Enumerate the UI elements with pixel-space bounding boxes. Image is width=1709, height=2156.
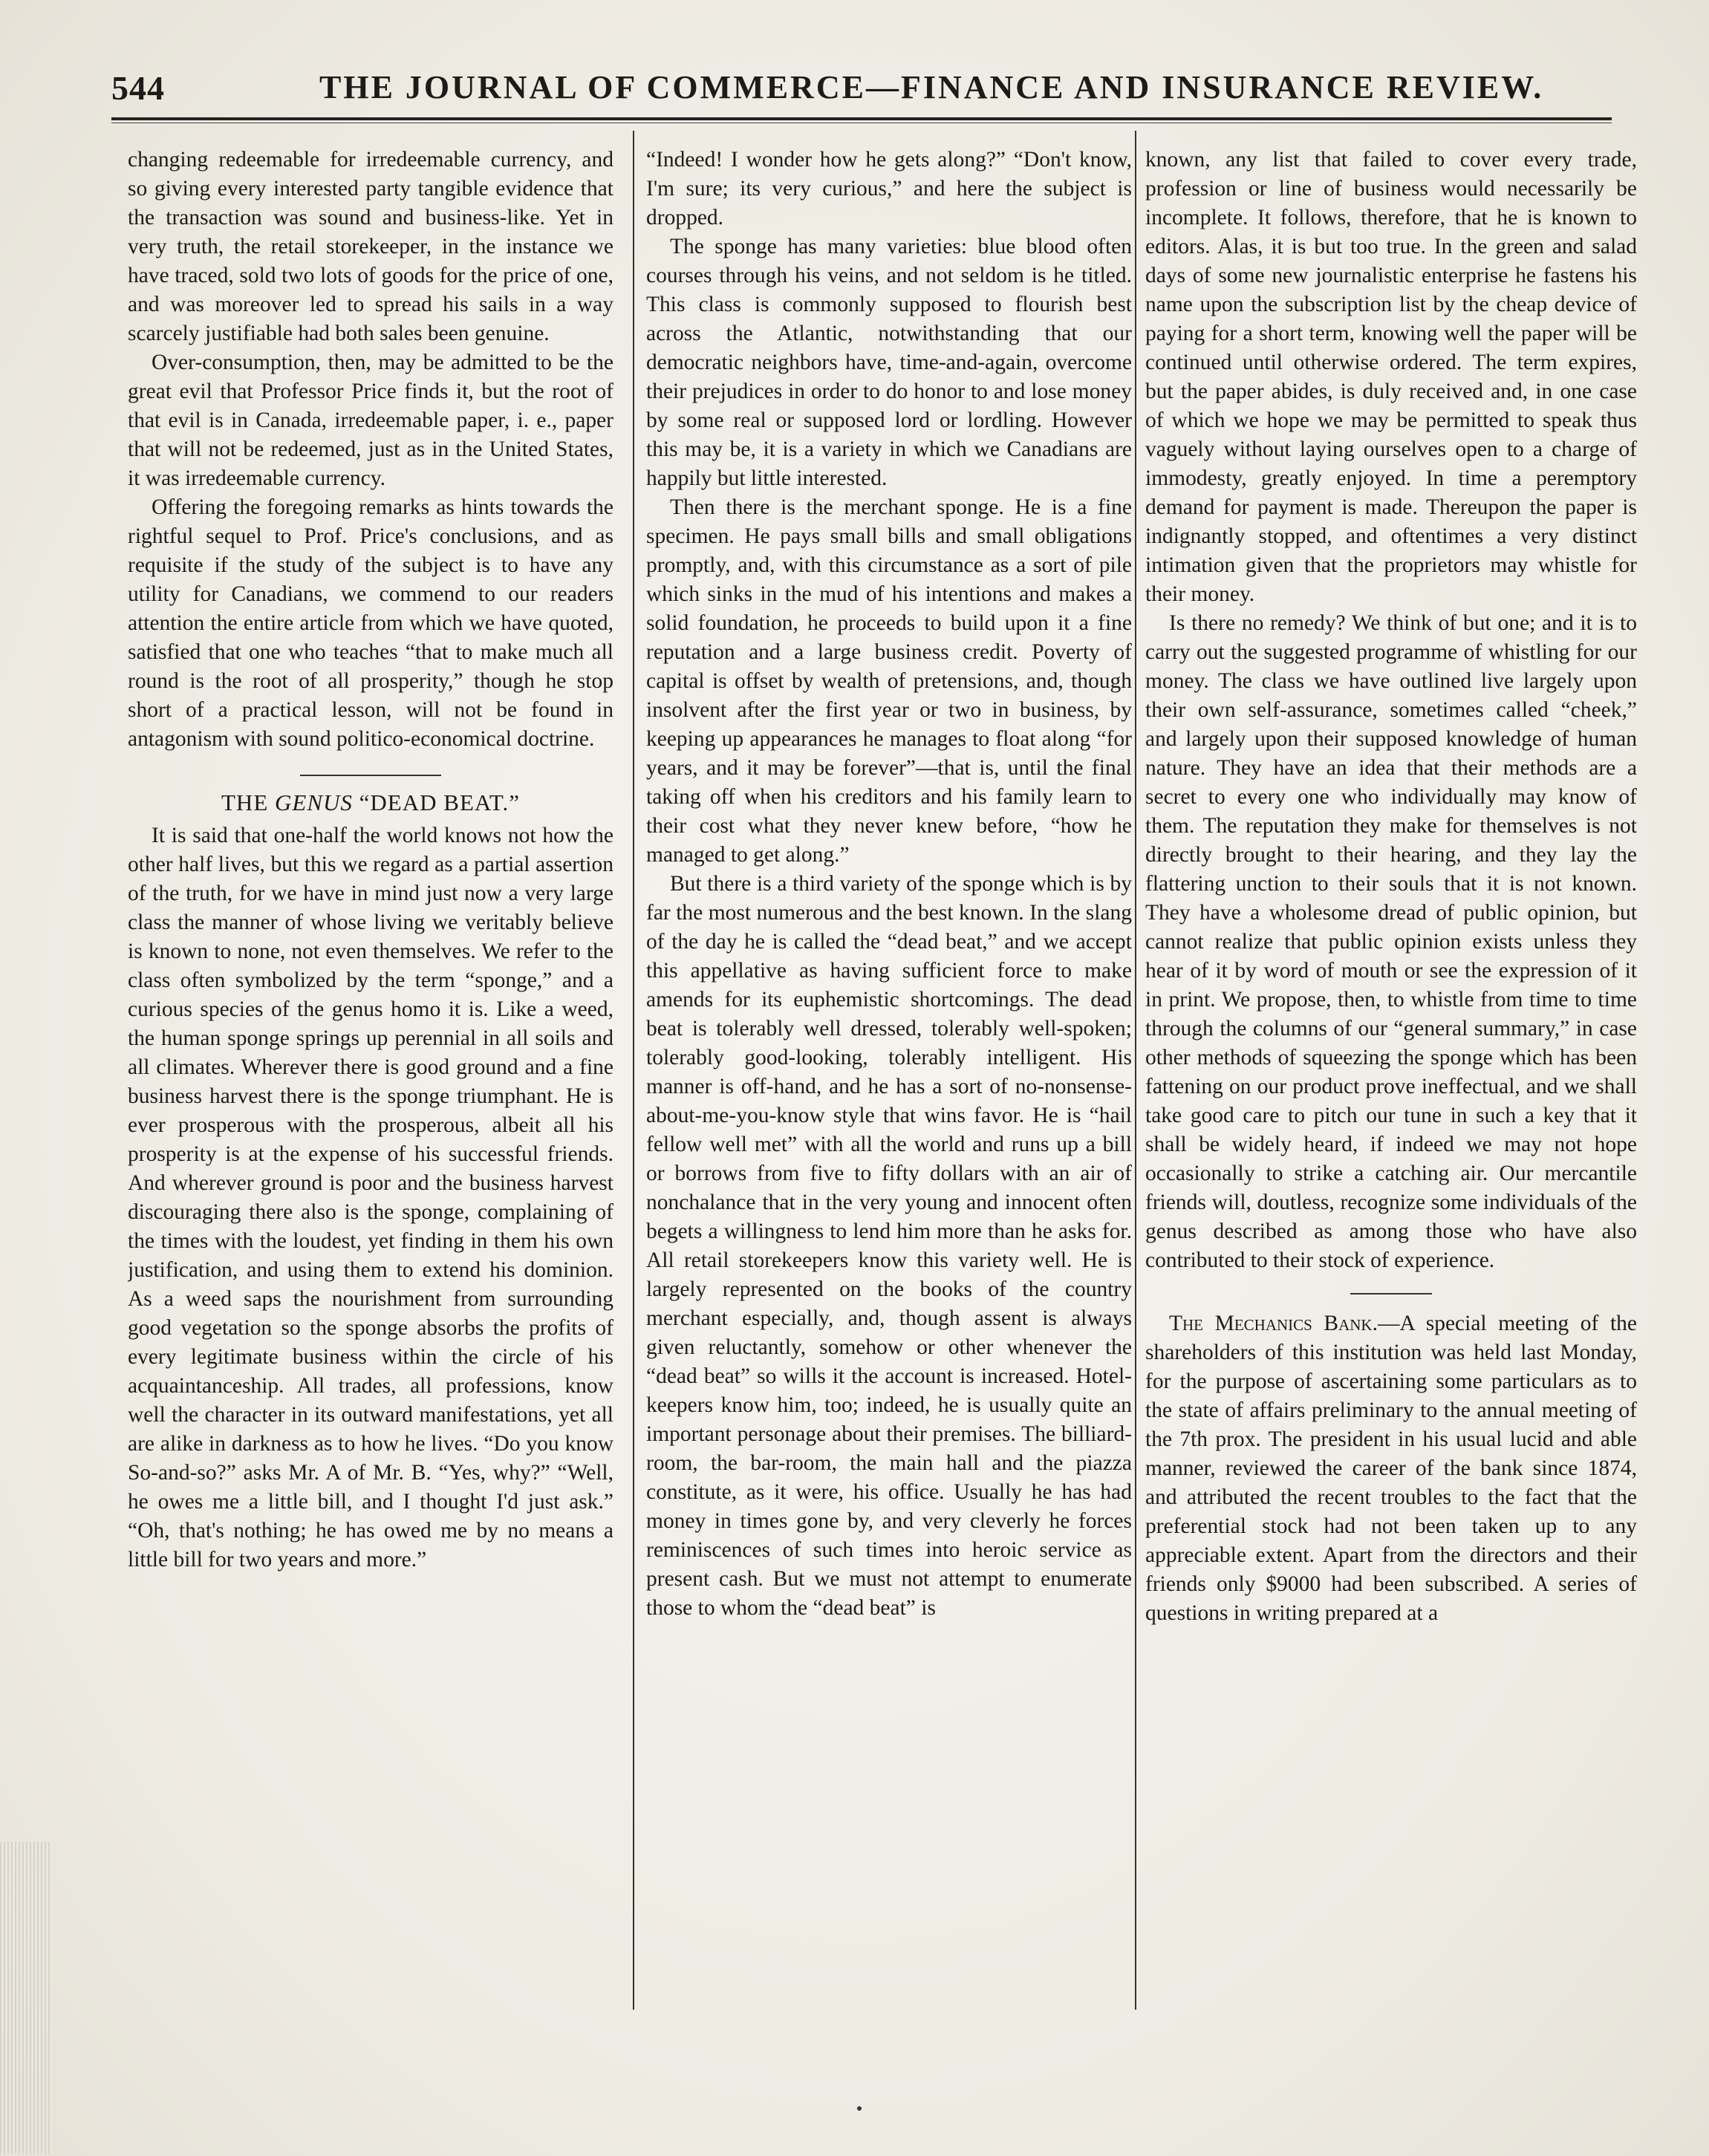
page-number: 544 — [111, 69, 165, 107]
section-title-suffix: “DEAD BEAT.” — [352, 789, 520, 815]
column-divider — [1135, 131, 1136, 2010]
section-divider — [1350, 1293, 1432, 1294]
print-mark — [857, 2106, 862, 2111]
paragraph: Over-consumption, then, may be admitted to be the great evil that Professor Price finds it, but the root of that evil is in Canada, irredeemable paper, i. e., paper that will not be redeemed, just as in the United States, it was irredeemable currency. — [128, 351, 613, 490]
paragraph: Offering the foregoing remarks as hints towards the rightful sequel to Prof. Price's conclusions, and as requisite if the study of the subject is to have any utility for Canadians, we commend to our readers attention the entire article from which we have quoted, satisfied that one who teaches “that to make much all round is the root of all prosperity,” though he stop short of a practical lesson, will not be found in antagonism with sound politico-economical doctrine. — [128, 495, 613, 751]
paragraph: The sponge has many varieties: blue blood often courses through his veins, and not seldom is he titled. This class is commonly supposed to flourish best across the Atlantic, notwithstanding that our democratic neighbors have, time-and-again, overcome their prejudices in order to do honor to and lose money by some real or supposed lord or lordling. However this may be, it is a variety in which we Canadians are happily but little interested. — [646, 235, 1132, 490]
paragraph: Then there is the merchant sponge. He is a fine specimen. He pays small bills and small obligations promptly, and, with this circumstance as a sort of pile which sinks in the mud of his intentions and makes a solid foundation, he proceeds to build upon it a fine reputation and a large business credit. Poverty of capital is offset by wealth of pretensions, and, though insolvent after the first year or two in business, by keeping up appearances he manages to float along “for years, and it may be forever”—that is, until the final taking off when his creditors and his family learn to their cost what they never knew before, “how he managed to get along.” — [646, 495, 1132, 867]
section-title-genus: GENUS — [275, 789, 353, 815]
column-3 — [1145, 146, 1637, 1987]
paragraph: It is said that one-half the world knows not how the other half lives, but this we regard as a partial assertion of the truth, for we have in mind just now a very large class the manner of whose living we veritably believe is known to none, not even themselves. We refer to the class often symbolized by the term “sponge,” and a curious species of the genus homo it is. Like a weed, the human sponge springs up perennial in all soils and all climates. Wherever there is good ground and a fine business harvest there is the sponge triumphant. He is ever prosperous with the prosperous, albeit all his prosperity is at the expense of his successful friends. And wherever ground is poor and the business harvest discouraging there also is the sponge, complaining of the times with the loudest, yet finding in them his own justification, and using them to extend his dominion. As a weed saps the nourishment from surrounding good vegetation so the sponge absorbs the profits of every legitimate business within the circle of his acquaintanceship. All trades, all professions, know well the character in its outward manifestations, yet all are alike in darkness as to how he lives. “Do you know So-and-so?” asks Mr. A of Mr. B. “Yes, why?” “Well, he owes me a little bill, and I thought I'd just ask.” “Oh, that's nothing; he has owed me by no means a little bill for two years and more.” — [128, 824, 613, 1572]
section-divider — [300, 775, 441, 776]
paragraph: “Indeed! I wonder how he gets along?” “Don't know, I'm sure; its very curious,” and here the subject is dropped. — [646, 148, 1132, 229]
column-2 — [646, 146, 1132, 1987]
paragraph: Is there no remedy? We think of but one; and it is to carry out the suggested programme of whistling for our money. The class we have outlined live largely upon their own self-assurance, sometimes called “cheek,” and largely upon their supposed knowledge of human nature. They have an idea that their methods are a secret to every one who individually may know of them. The reputation they make for themselves is not directly brought to their hearing, and they lay the flattering unction to their souls that it is not known. They have a wholesome dread of public opinion, but cannot realize that public opinion exists unless they hear of it by word of mouth or see the expression of it in print. We propose, then, to whistle from time to time through the columns of our “general summary,” in case other methods of squeezing the sponge which has been fattening on our product prove ineffectual, and we shall take good care to pitch our tune in such a key that it shall be widely heard, if indeed we may not hope occasionally to strike a catching air. Our mercantile friends will, doutless, recognize some individuals of the genus described as among those who have also contributed to their stock of experience. — [1145, 611, 1637, 1272]
page-header — [111, 68, 1612, 113]
article-body: —A special meeting of the shareholders of this institution was held last Monday, for the purpose of ascertaining some particulars as to the state of affairs preliminary to the annual meeting of the 7th prox. The president in his usual lucid and able manner, reviewed the career of the bank since 1874, and attributed the recent troubles to the fact that the preferential stock had not been taken up to any appreciable extent. Apart from the directors and their friends only $9000 had been subscribed. A series of questions in writing prepared at a — [1145, 1312, 1637, 1625]
paragraph — [1145, 1309, 1637, 1628]
paragraph: But there is a third variety of the sponge which is by far the most numerous and the best known. In the slang of the day he is called the “dead beat,” and we accept this appellative as having sufficient force to make amends for its euphemistic shortcomings. The dead beat is tolerably well dressed, tolerably well-spoken; tolerably good-looking, tolerably intelligent. His manner is off-hand, and he has a sort of no-nonsense-about-me-you-know style that wins favor. He is “hail fellow well met” with all the world and runs up a bill or borrows from five to fifty dollars with an air of nonchalance that in the very young and innocent often begets a willingness to lend him more than he asks for. All retail storekeepers know this variety well. He is largely represented on the books of the country merchant especially, and, though assent is always given reluctantly, somehow or other whenever the “dead beat” so wills it the account is increased. Hotel-keepers know him, too; indeed, he is usually quite an important personage about their premises. The billiard-room, the bar-room, the main hall and the piazza constitute, as it were, his office. Usually he has had money in times gone by, and very cleverly he forces reminiscences of such times into heroic service as present cash. But we must not attempt to enumerate those to whom the “dead beat” is — [646, 872, 1132, 1620]
header-rule — [111, 117, 1612, 123]
article-lead: The Mechanics Bank. — [1169, 1312, 1378, 1335]
paragraph: known, any list that failed to cover every trade, profession or line of business would necessarily be incomplete. It follows, therefore, that he is known to editors. Alas, it is but too true. In the green and salad days of some new journalistic enterprise he fastens his name upon the subscription list by the cheap device of paying for a short term, knowing well the paper will be continued until otherwise ordered. The term expires, but the paper abides, is duly received and, in one case of which we hope we may be permitted to speak thus vaguely without laying ourselves open to a charge of immodesty, greatly enjoyed. In time a peremptory demand for payment is made. Thereupon the paper is indignantly stopped, and oftentimes a very distinct intimation given that the proprietors may whistle for their money. — [1145, 148, 1637, 606]
column-divider — [633, 131, 634, 2010]
paragraph: changing redeemable for irredeemable currency, and so giving every interested party tangible evidence that the transaction was sound and business-like. Yet in very truth, the retail storekeeper, in the instance we have traced, sold two lots of goods for the price of one, and was moreover led to spread his sails in a way scarcely justifiable had both sales been genuine. — [128, 148, 613, 345]
binding-edge — [0, 1842, 52, 2154]
section-title — [128, 788, 613, 817]
column-1 — [128, 146, 613, 1987]
section-title-prefix: THE — [221, 789, 276, 815]
running-title: THE JOURNAL OF COMMERCE—FINANCE AND INSURANCE REVIEW. — [319, 69, 1544, 105]
